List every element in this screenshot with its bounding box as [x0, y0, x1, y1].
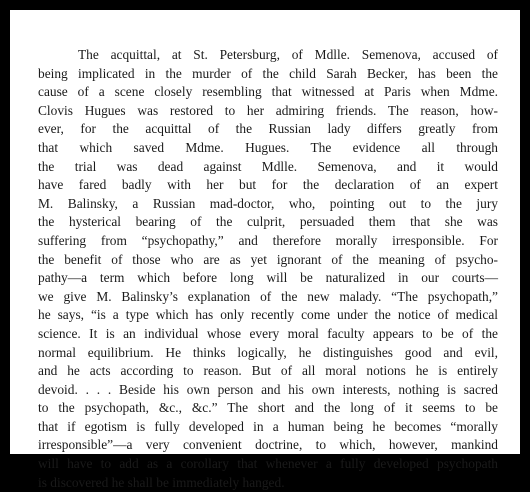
text-line: science. It is an individual whose every moral faculty appears to be of the: [38, 325, 498, 341]
text-line: is discovered he shall be immediately hanged.: [38, 474, 285, 490]
text-line: cause of a scene closely resembling that witnessed at Paris when Mdme.: [38, 84, 498, 100]
text-line: we give M. Balinsky’s explanation of the new malady. “The psychopath,”: [38, 288, 498, 304]
text-line: the benefit of those who are as yet ignorant of the meaning of psycho-: [38, 251, 498, 267]
scanned-page: [10, 10, 520, 490]
text-line: ever, for the acquittal of the Russian lady differs greatly from: [38, 121, 498, 137]
text-line: being implicated in the murder of the child Sarah Becker, has been the: [38, 65, 498, 81]
text-line: have fared badly with her but for the declaration of an expert: [38, 177, 498, 193]
text-line: normal equilibrium. He thinks logically, he distinguishes good and evil,: [38, 344, 498, 360]
text-line: pathy—a term which before long will be naturalized in our courts—: [38, 270, 498, 286]
text-line: he says, “is a type which has only recently come under the notice of medical: [38, 307, 498, 323]
text-line: the hysterical bearing of the culprit, persuaded them that she was: [38, 214, 498, 230]
text-line: that which saved Mdme. Hugues. The evidence all through: [38, 139, 498, 155]
text-line: to the psychopath, &c., &c.” The short and the long of it seems to be: [38, 400, 498, 416]
text-line: The acquittal, at St. Petersburg, of Mdlle. Semenova, accused of: [78, 47, 498, 62]
text-line: suffering from “psychopathy,” and therefore morally irresponsible. For: [38, 232, 498, 248]
text-line: will have to add as a corollary that whenever a fully developed psychopath: [38, 456, 498, 472]
text-line: and he acts according to reason. But of all moral notions he is entirely: [38, 363, 498, 379]
text-line: M. Balinsky, a Russian mad-doctor, who, pointing out to the jury: [38, 195, 498, 211]
text-line: Clovis Hugues was restored to her admiring friends. The reason, how-: [38, 102, 498, 118]
article-paragraph: [38, 46, 498, 492]
text-line: the trial was dead against Mdlle. Semenova, and it would: [38, 158, 498, 174]
text-line: irresponsible”—a very convenient doctrine, to which, however, mankind: [38, 437, 498, 453]
text-line: that if egotism is fully developed in a human being he becomes “morally: [38, 418, 498, 434]
text-line: devoid. . . . Beside his own person and his own interests, nothing is sacred: [38, 381, 498, 397]
